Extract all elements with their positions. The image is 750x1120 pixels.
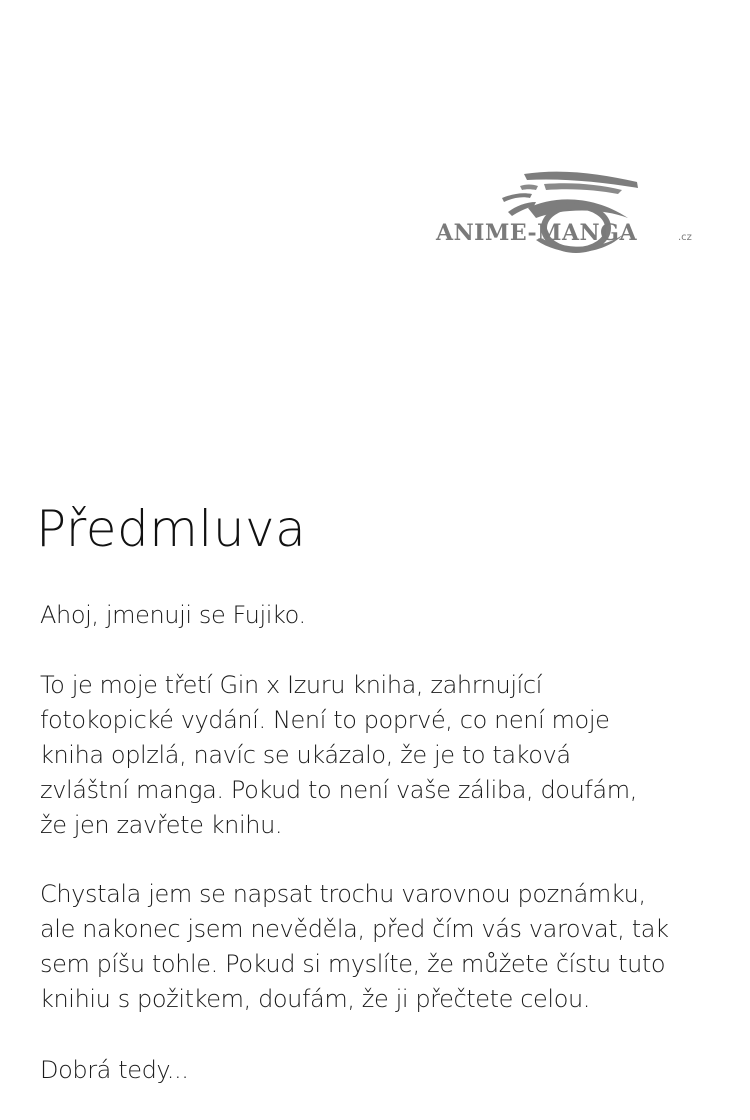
paragraph-closing (40, 1053, 740, 1088)
text-line: Ahoj, jmenuji se Fujiko. (40, 601, 306, 629)
text-line: knihiu s požitkem, doufám, že ji přečtete celou. (40, 985, 591, 1013)
text-line: ale nakonec jsem nevěděla, před čím vás varovat, tak (40, 915, 669, 943)
text-line: Dobrá tedy... (40, 1056, 189, 1084)
text-line: že jen zavřete knihu. (40, 811, 283, 839)
eye-logo-graphic (432, 168, 704, 260)
text-line: To je moje třetí Gin x Izuru kniha, zahrnující (40, 671, 542, 699)
text-line: Chystala jem se napsat trochu varovnou poznámku, (40, 880, 646, 908)
paragraph-intro (40, 668, 740, 843)
logo-wordmark: ANIME-MANGA (436, 220, 638, 246)
text-line: kniha oplzlá, navíc se ukázalo, že je to taková (40, 741, 571, 769)
text-line: sem píšu tohle. Pokud si myslíte, že můžete čístu tuto (40, 950, 666, 978)
anime-manga-logo (432, 168, 704, 260)
paragraph-greeting (40, 598, 740, 633)
text-line: fotokopické vydání. Není to poprvé, co není moje (40, 706, 610, 734)
page-title: Předmluva (36, 500, 307, 558)
paragraph-warning (40, 877, 740, 1017)
text-line: zvláštní manga. Pokud to není vaše záliba, doufám, (40, 776, 637, 804)
logo-tld: .cz (678, 232, 692, 243)
